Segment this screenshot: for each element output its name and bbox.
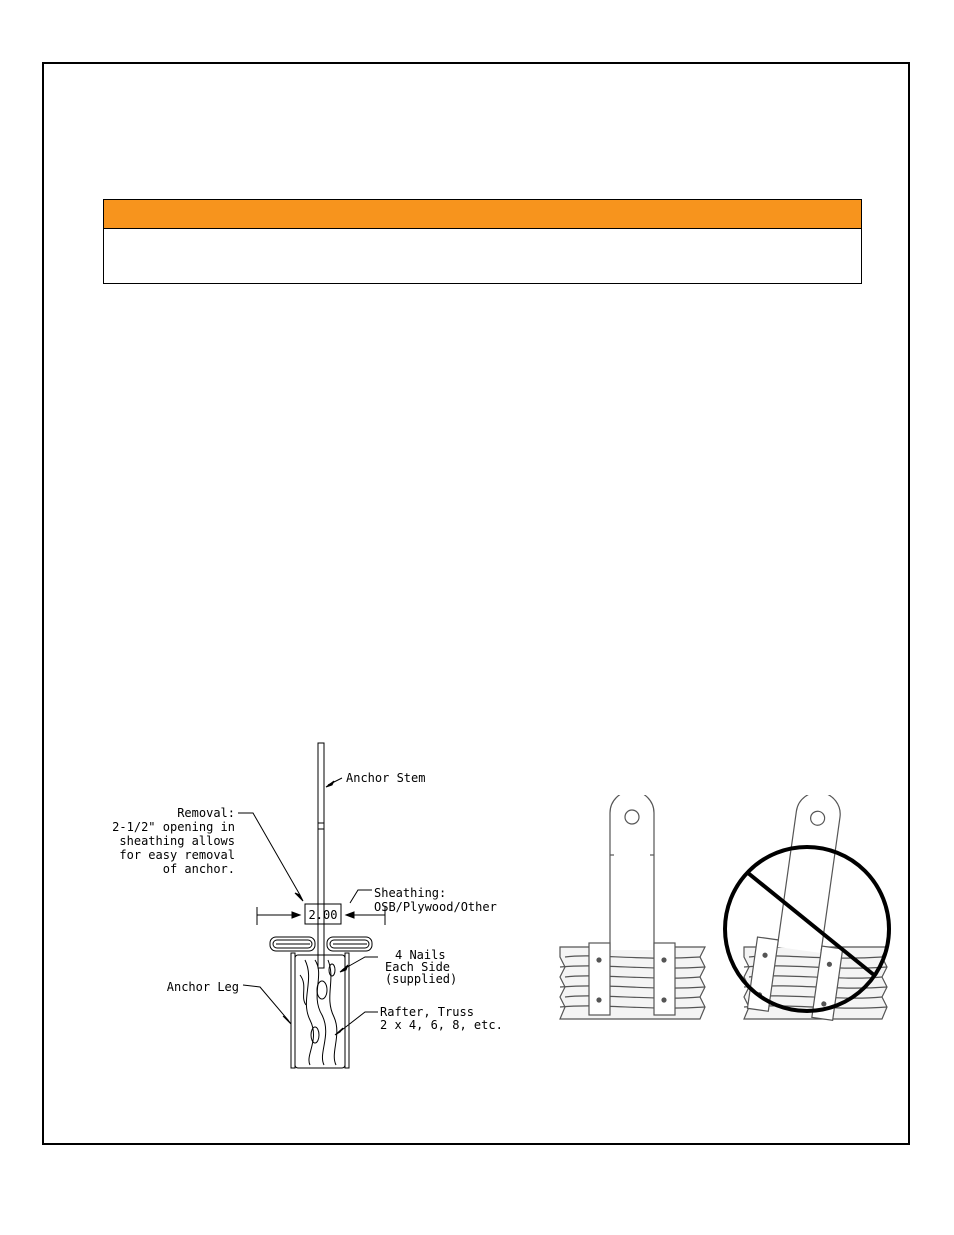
warning-body bbox=[104, 229, 861, 245]
sheathing-right-panel bbox=[327, 937, 372, 951]
warning-header bbox=[104, 200, 861, 229]
label-nails-3: (supplied) bbox=[385, 972, 458, 986]
sheathing-leader bbox=[350, 890, 372, 903]
label-removal-1: Removal: bbox=[177, 806, 235, 820]
warning-box bbox=[103, 199, 862, 284]
anchor-leg-left bbox=[589, 943, 610, 1015]
label-rafter-1: Rafter, Truss bbox=[380, 1005, 474, 1019]
label-removal-5: of anchor. bbox=[162, 862, 235, 876]
removal-leader bbox=[238, 813, 300, 895]
label-removal-3: sheathing allows bbox=[119, 834, 235, 848]
anchor-leg-leader bbox=[243, 985, 288, 1020]
label-anchor-stem: Anchor Stem bbox=[346, 771, 426, 785]
label-removal-2: 2-1/2" opening in bbox=[112, 820, 235, 834]
anchor-stem-shape bbox=[318, 743, 324, 968]
label-anchor-leg: Anchor Leg bbox=[166, 980, 239, 994]
nails-leader bbox=[342, 957, 378, 970]
label-removal-4: for easy removal bbox=[119, 848, 235, 862]
label-rafter-2: 2 x 4, 6, 8, etc. bbox=[380, 1018, 503, 1032]
lumber-stack bbox=[560, 947, 705, 1019]
incorrect-installation-illustration bbox=[722, 795, 897, 1030]
correct-installation-illustration bbox=[555, 795, 715, 1030]
label-sheathing-2: OSB/Plywood/Other bbox=[374, 900, 497, 914]
label-nails-2: Each Side bbox=[385, 960, 451, 974]
anchor-cross-section-diagram bbox=[110, 735, 530, 1080]
rafter-leader bbox=[338, 1012, 378, 1033]
dimension-value: 2.00 bbox=[308, 908, 338, 922]
rafter-wood-block bbox=[291, 953, 349, 1068]
label-sheathing-1: Sheathing: bbox=[374, 886, 447, 900]
anchor-leg-right bbox=[654, 943, 675, 1015]
sheathing-left-panel bbox=[270, 937, 315, 951]
label-nails-1: 4 Nails bbox=[395, 948, 446, 962]
